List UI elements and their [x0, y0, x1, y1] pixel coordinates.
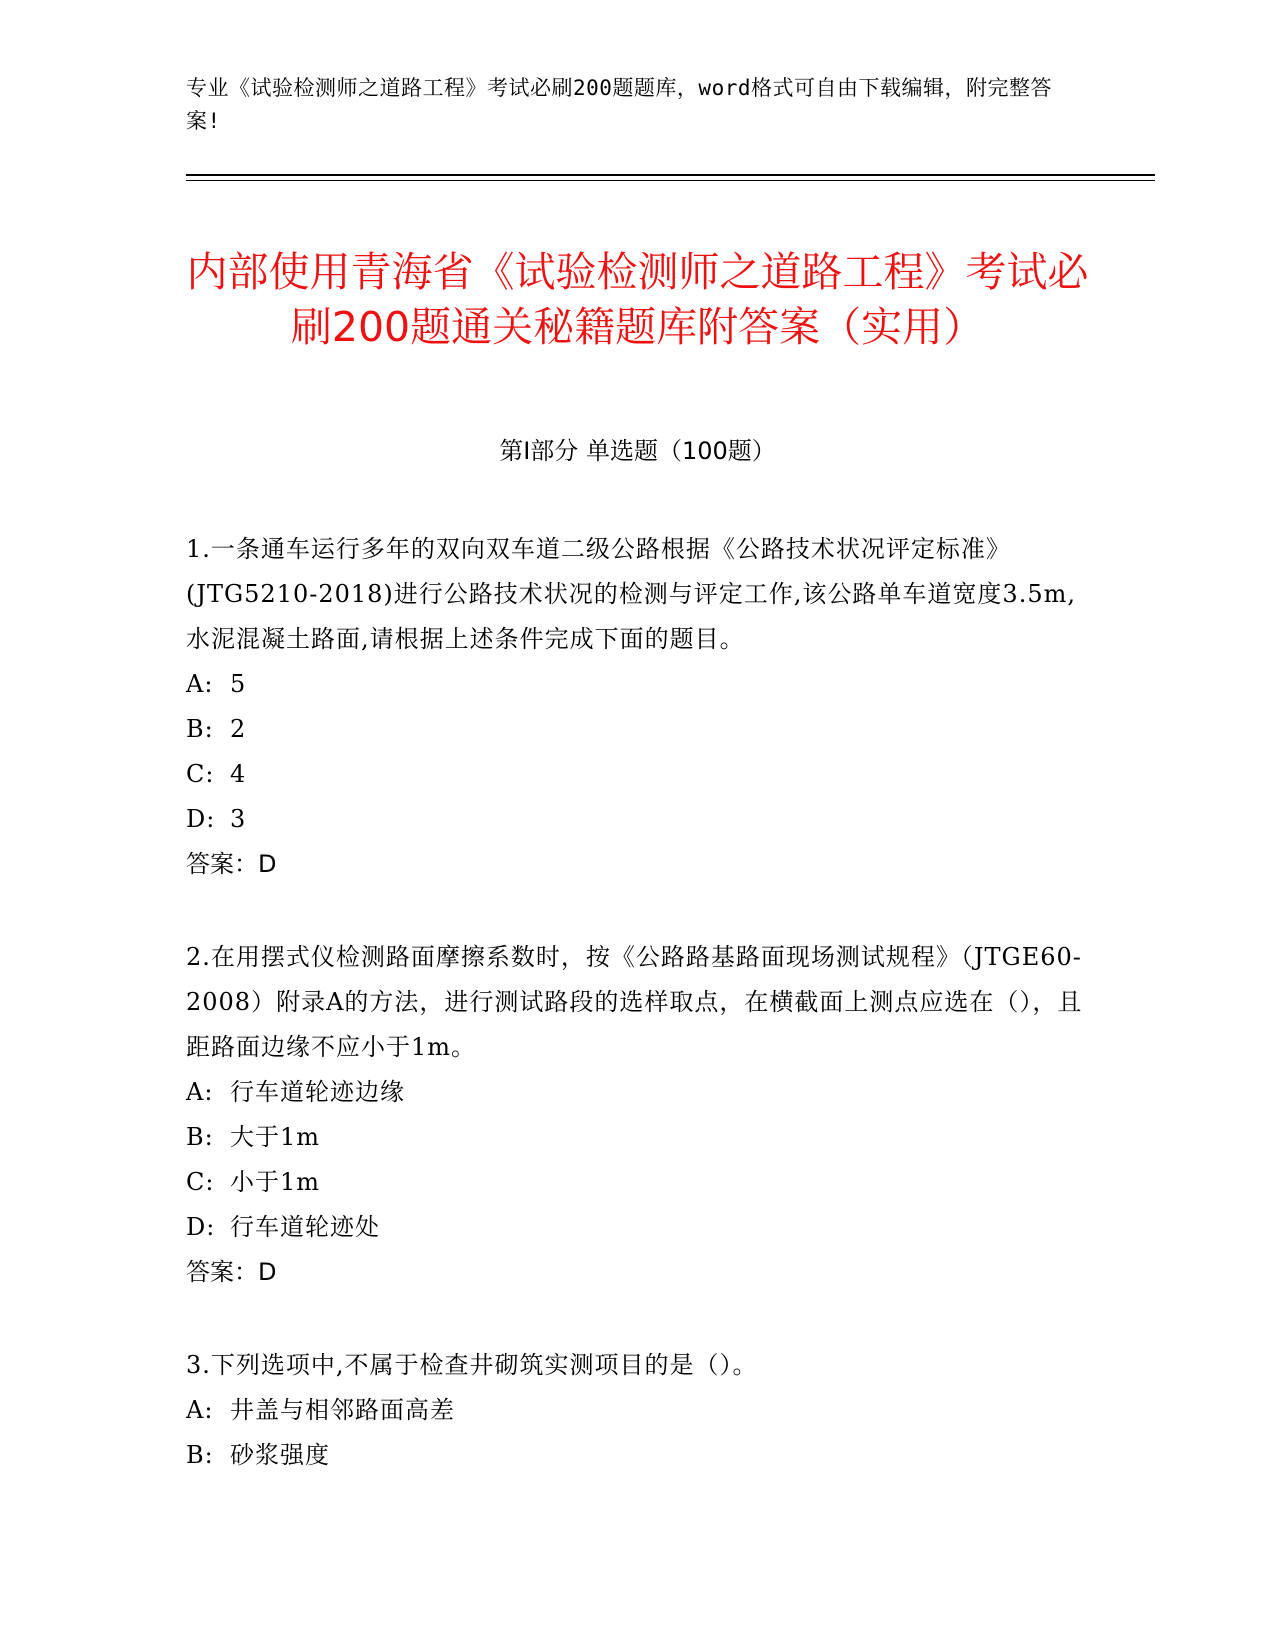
option-label: B:: [186, 1441, 214, 1469]
question-stem: 1.一条通车运行多年的双向双车道二级公路根据《公路技术状况评定标准》(JTG5210-2018)进行公路技术状况的检测与评定工作,该公路单车道宽度3.5m,水泥混凝土路面,请根据上述条件完成下面的题目。: [186, 535, 1076, 653]
option-label: A:: [186, 670, 214, 698]
option-text: 井盖与相邻路面高差: [230, 1396, 455, 1424]
option-a: [186, 1070, 1086, 1115]
option-label: C:: [186, 1168, 215, 1196]
document-title: 内部使用青海省《试验检测师之道路工程》考试必刷200题通关秘籍题库附答案（实用）: [186, 248, 1089, 352]
option-c: [186, 752, 1086, 797]
option-text: 5: [230, 670, 247, 698]
section-heading: 第Ⅰ部分 单选题（100题）: [499, 437, 776, 465]
option-label: A:: [186, 1078, 214, 1106]
option-label: D:: [186, 1213, 216, 1241]
option-d: [186, 797, 1086, 842]
question-stem: 2.在用摆式仪检测路面摩擦系数时，按《公路路基路面现场测试规程》（JTGE60-2008）附录A的方法，进行测试路段的选样取点，在横截面上测点应选在（），且距路面边缘不应小于1m。: [186, 943, 1083, 1061]
question-list: [186, 527, 1086, 1526]
option-a: [186, 1388, 1086, 1433]
option-label: B:: [186, 715, 214, 743]
header-divider: [186, 174, 1155, 176]
question-stem: 3.下列选项中,不属于检查井砌筑实测项目的是（）。: [186, 1351, 758, 1379]
question-3: [186, 1343, 1086, 1478]
option-label: B:: [186, 1123, 214, 1151]
option-label: C:: [186, 760, 215, 788]
option-text: 砂浆强度: [230, 1441, 330, 1469]
option-b: [186, 1115, 1086, 1160]
header-divider-thin: [186, 180, 1155, 181]
option-label: D:: [186, 805, 216, 833]
option-text: 4: [230, 760, 247, 788]
option-d: [186, 1205, 1086, 1250]
option-text: 小于1m: [230, 1168, 321, 1196]
option-text: 行车道轮迹边缘: [230, 1078, 405, 1106]
question-2: [186, 935, 1086, 1295]
option-b: [186, 707, 1086, 752]
question-1: [186, 527, 1086, 887]
option-c: [186, 1160, 1086, 1205]
answer-line: 答案：D: [186, 850, 277, 878]
option-text: 2: [230, 715, 247, 743]
option-label: A:: [186, 1396, 214, 1424]
answer-line: 答案：D: [186, 1258, 277, 1286]
option-b: [186, 1433, 1086, 1478]
option-text: 行车道轮迹处: [230, 1213, 380, 1241]
option-a: [186, 662, 1086, 707]
option-text: 大于1m: [230, 1123, 321, 1151]
option-text: 3: [230, 805, 247, 833]
header-note: 专业《试验检测师之道路工程》考试必刷200题题库，word格式可自由下载编辑，附完整答案!: [186, 76, 1052, 133]
